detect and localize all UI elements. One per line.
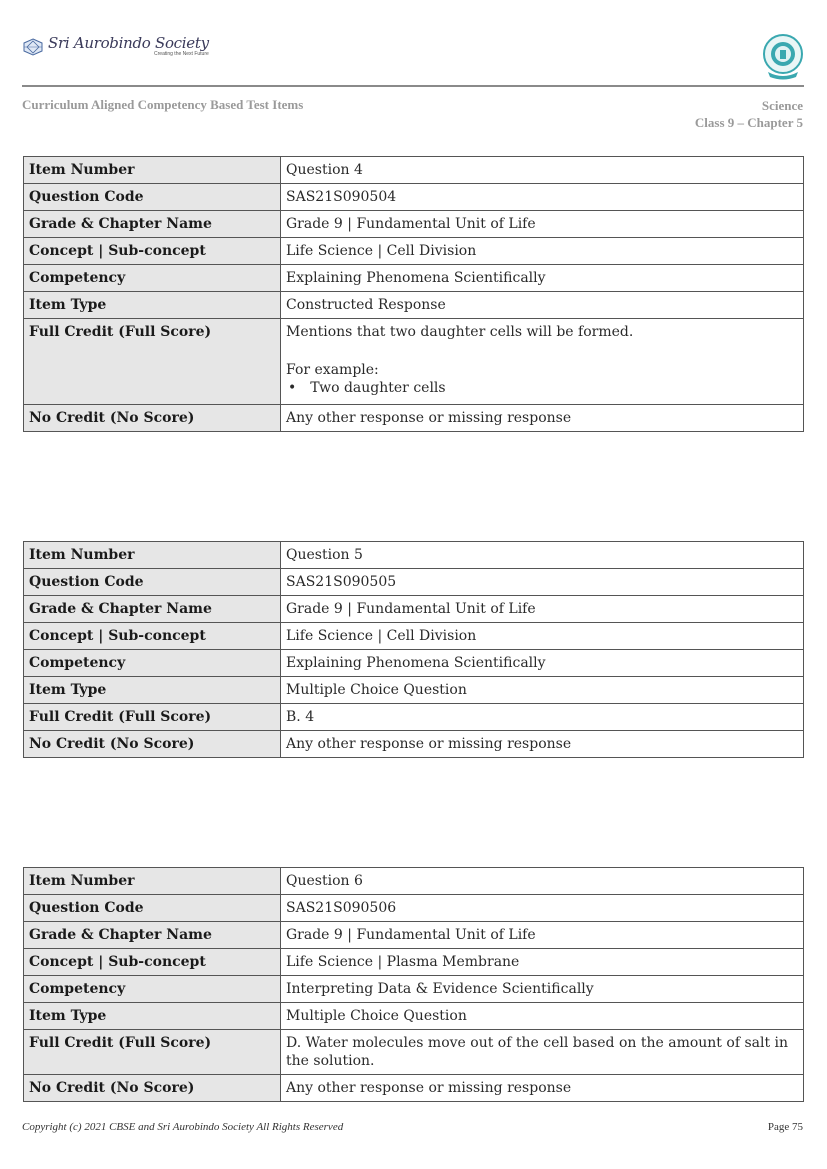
table-row bbox=[24, 292, 804, 319]
item-type-value: Multiple Choice Question bbox=[281, 1003, 804, 1030]
concept-value: Life Science | Plasma Membrane bbox=[281, 949, 804, 976]
sri-aurobindo-society-logo bbox=[22, 36, 209, 57]
table-row bbox=[24, 211, 804, 238]
document-title: Curriculum Aligned Competency Based Test Items bbox=[22, 97, 304, 112]
subject-label: Science bbox=[761, 98, 803, 113]
society-emblem-icon bbox=[22, 38, 44, 56]
question-code-value: SAS21S090506 bbox=[281, 895, 804, 922]
row-label: Item Number bbox=[24, 157, 281, 184]
row-label: Item Number bbox=[24, 542, 281, 569]
table-row bbox=[24, 1003, 804, 1030]
item-table bbox=[23, 541, 804, 758]
competency-value: Interpreting Data & Evidence Scientifically bbox=[281, 976, 804, 1003]
no-credit-value: Any other response or missing response bbox=[281, 405, 804, 432]
table-row bbox=[24, 405, 804, 432]
class-chapter-label: Class 9 – Chapter 5 bbox=[694, 115, 803, 130]
full-credit-value bbox=[281, 319, 804, 405]
row-label: Question Code bbox=[24, 184, 281, 211]
cbse-emblem-icon bbox=[760, 32, 806, 82]
logo-brand-name: Sri Aurobindo Society bbox=[48, 34, 209, 52]
table-row bbox=[24, 922, 804, 949]
logo-tagline: Creating the Next Future bbox=[154, 51, 209, 57]
table-row bbox=[24, 569, 804, 596]
copyright-text: Copyright (c) 2021 CBSE and Sri Aurobindo Society All Rights Reserved bbox=[22, 1121, 344, 1133]
item-type-value: Multiple Choice Question bbox=[281, 677, 804, 704]
concept-value: Life Science | Cell Division bbox=[281, 623, 804, 650]
grade-chapter-value: Grade 9 | Fundamental Unit of Life bbox=[281, 922, 804, 949]
table-row bbox=[24, 976, 804, 1003]
table-row bbox=[24, 650, 804, 677]
full-credit-value: B. 4 bbox=[281, 704, 804, 731]
table-row bbox=[24, 238, 804, 265]
cbse-logo bbox=[760, 32, 806, 82]
item-table bbox=[23, 156, 804, 432]
row-label: Competency bbox=[24, 976, 281, 1003]
bullet-icon: • bbox=[288, 380, 297, 396]
row-label: Concept | Sub-concept bbox=[24, 623, 281, 650]
no-credit-value: Any other response or missing response bbox=[281, 1075, 804, 1102]
row-label: Item Type bbox=[24, 677, 281, 704]
table-row bbox=[24, 623, 804, 650]
page-number: Page 75 bbox=[767, 1121, 803, 1133]
question-code-value: SAS21S090504 bbox=[281, 184, 804, 211]
table-row bbox=[24, 184, 804, 211]
row-label: Full Credit (Full Score) bbox=[24, 704, 281, 731]
row-label: No Credit (No Score) bbox=[24, 731, 281, 758]
example-bullet-text: Two daughter cells bbox=[310, 380, 446, 396]
row-label: Item Number bbox=[24, 868, 281, 895]
row-label: Full Credit (Full Score) bbox=[24, 1030, 281, 1075]
item-number-value: Question 4 bbox=[281, 157, 804, 184]
full-credit-text: Mentions that two daughter cells will be formed. bbox=[286, 324, 634, 340]
competency-value: Explaining Phenomena Scientifically bbox=[281, 265, 804, 292]
row-label: Question Code bbox=[24, 895, 281, 922]
grade-chapter-value: Grade 9 | Fundamental Unit of Life bbox=[281, 596, 804, 623]
table-row bbox=[24, 895, 804, 922]
item-type-value: Constructed Response bbox=[281, 292, 804, 319]
header-divider bbox=[22, 85, 804, 87]
item-number-value: Question 6 bbox=[281, 868, 804, 895]
row-label: Grade & Chapter Name bbox=[24, 211, 281, 238]
table-row bbox=[24, 949, 804, 976]
no-credit-value: Any other response or missing response bbox=[281, 731, 804, 758]
table-row bbox=[24, 731, 804, 758]
table-row bbox=[24, 265, 804, 292]
row-label: No Credit (No Score) bbox=[24, 1075, 281, 1102]
concept-value: Life Science | Cell Division bbox=[281, 238, 804, 265]
item-number-value: Question 5 bbox=[281, 542, 804, 569]
table-row bbox=[24, 157, 804, 184]
row-label: Grade & Chapter Name bbox=[24, 922, 281, 949]
row-label: Competency bbox=[24, 650, 281, 677]
table-row bbox=[24, 677, 804, 704]
competency-value: Explaining Phenomena Scientifically bbox=[281, 650, 804, 677]
table-row bbox=[24, 596, 804, 623]
grade-chapter-value: Grade 9 | Fundamental Unit of Life bbox=[281, 211, 804, 238]
table-row bbox=[24, 319, 804, 405]
example-label: For example: bbox=[286, 362, 379, 378]
row-label: Item Type bbox=[24, 292, 281, 319]
table-row bbox=[24, 1030, 804, 1075]
row-label: Full Credit (Full Score) bbox=[24, 319, 281, 405]
table-row bbox=[24, 1075, 804, 1102]
table-row bbox=[24, 704, 804, 731]
row-label: Item Type bbox=[24, 1003, 281, 1030]
row-label: Concept | Sub-concept bbox=[24, 238, 281, 265]
row-label: Competency bbox=[24, 265, 281, 292]
question-code-value: SAS21S090505 bbox=[281, 569, 804, 596]
full-credit-value: D. Water molecules move out of the cell based on the amount of salt in the solution. bbox=[281, 1030, 804, 1075]
subject-block bbox=[695, 97, 803, 131]
table-row bbox=[24, 542, 804, 569]
item-table bbox=[23, 867, 804, 1102]
row-label: Question Code bbox=[24, 569, 281, 596]
table-row bbox=[24, 868, 804, 895]
example-bullet bbox=[286, 379, 798, 397]
row-label: Concept | Sub-concept bbox=[24, 949, 281, 976]
row-label: Grade & Chapter Name bbox=[24, 596, 281, 623]
row-label: No Credit (No Score) bbox=[24, 405, 281, 432]
